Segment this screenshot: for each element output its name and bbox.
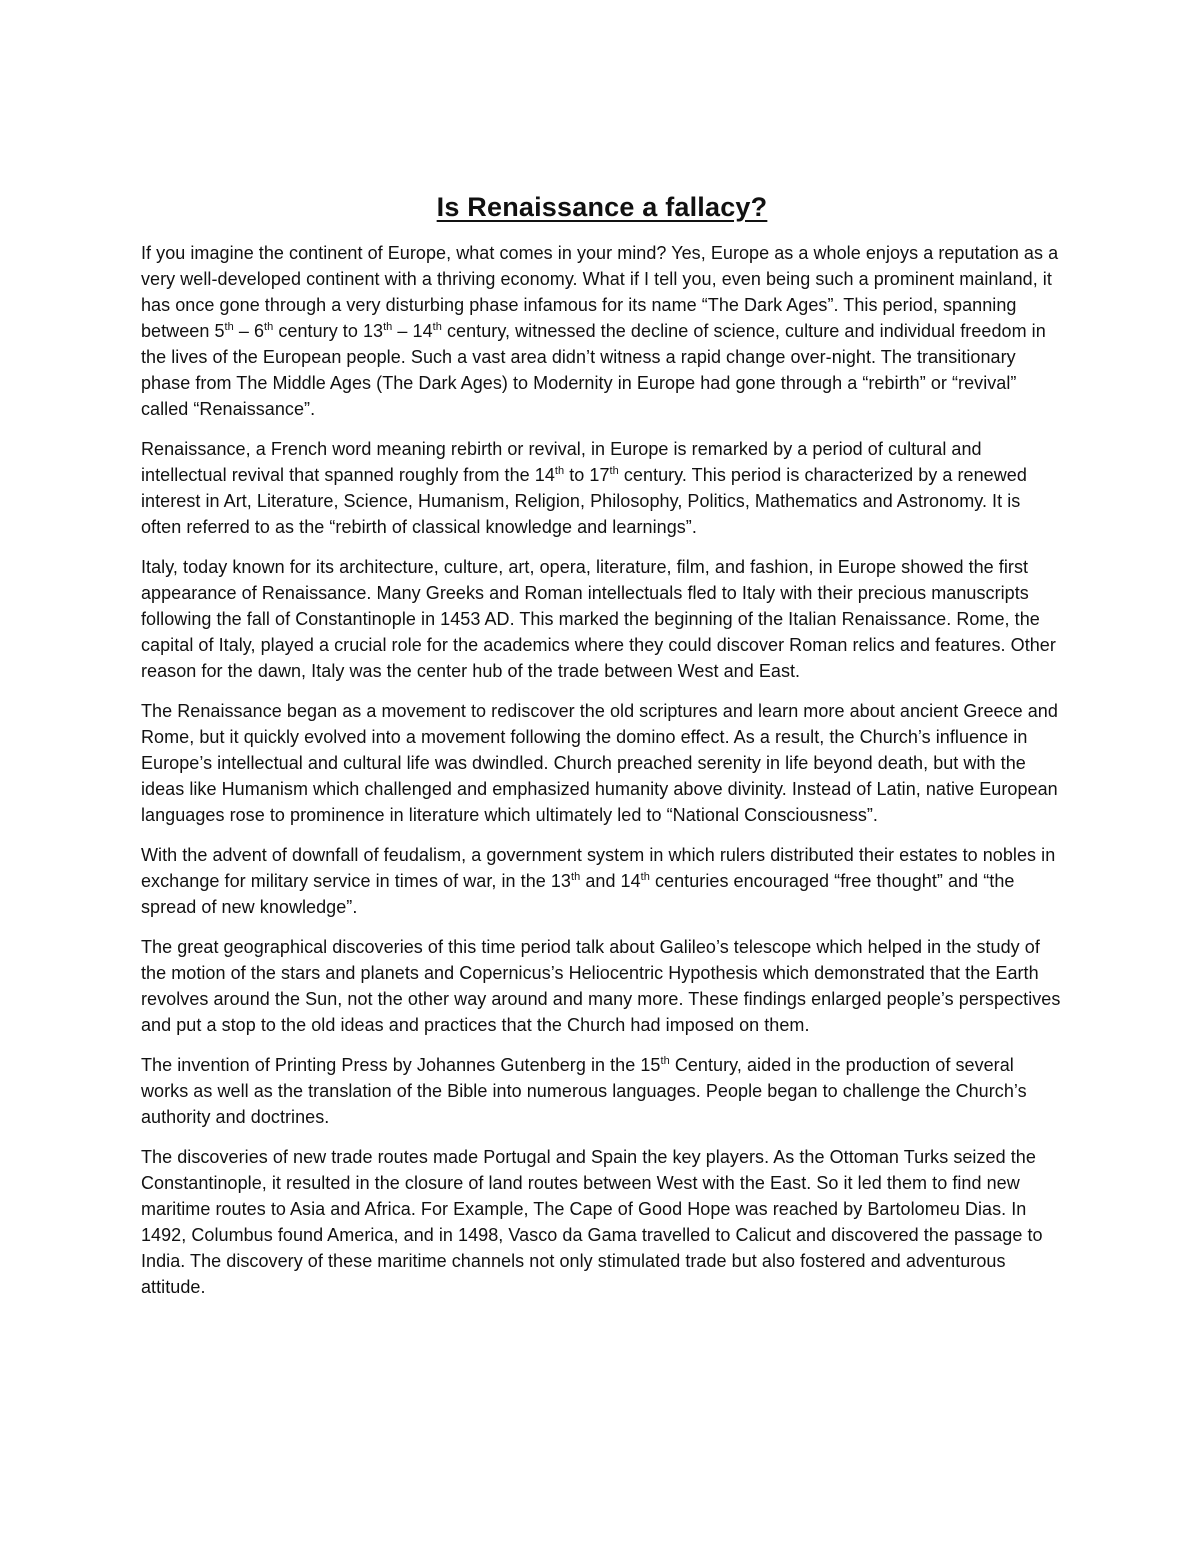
- document-title: Is Renaissance a fallacy?: [436, 192, 768, 222]
- text-run: Italy, today known for its architecture, culture, art, opera, literature, film, and fashion, in Europe showed the first appearance of Renaissance. Many Greeks and Roman intellectuals fled to Italy with their precious manuscripts following the fall of Constantinople in 1453 AD. This marked the beginning of the Italian Renaissance. Rome, the capital of Italy, played a crucial role for the academics where they could discover Roman relics and features. Other reason for the dawn, Italy was the center hub of the trade between West and East.: [141, 557, 1056, 681]
- superscript: th: [640, 871, 650, 883]
- text-run: The great geographical discoveries of this time period talk about Galileo’s telescope which helped in the study of the motion of the stars and planets and Copernicus’s Heliocentric Hypothesis which demonstrated that the Earth revolves around the Sun, not the other way around and many more. These findings enlarged people’s perspectives and put a stop to the old ideas and practices that the Church had imposed on them.: [141, 937, 1061, 1035]
- text-run: – 6: [233, 321, 265, 341]
- text-run: If you imagine the continent of Europe, what comes in your mind? Yes, Europe as a whole enjoys a reputation as a very well-developed continent with a thriving economy. What if I tell you, even being such a prominent mainland, it has once gone through a very disturbing phase infamous for its name “The Dark Ages”. This period, spanning between 5: [141, 243, 1059, 341]
- text-run: The discoveries of new trade routes made Portugal and Spain the key players. As the Ottoman Turks seized the Constantinople, it resulted in the closure of land routes between West with the East. So it led them to find new maritime routes to Asia and Africa. For Example, The Cape of Good Hope was reached by Bartolomeu Dias. In 1492, Columbus found America, and in 1498, Vasco da Gama travelled to Calicut and discovered the passage to India. The discovery of these maritime channels not only stimulated trade but also fostered and adventurous attitude.: [141, 1147, 1043, 1297]
- superscript: th: [224, 321, 234, 333]
- paragraph-trade-routes: [141, 1144, 1063, 1300]
- text-run: and 14: [580, 871, 641, 891]
- superscript: th: [432, 321, 442, 333]
- text-run: Renaissance, a French word meaning rebirth or revival, in Europe is remarked by a period of cultural and intellectual revival that spanned roughly from the 14: [141, 439, 982, 485]
- text-run: centuries encouraged “free thought” and “the spread of new knowledge”.: [141, 871, 1015, 917]
- text-run: century. This period is characterized by a renewed interest in Art, Literature, Science, Humanism, Religion, Philosophy, Politics, Mathematics and Astronomy. It is often referred to as the “rebirth of classical knowledge and learnings”.: [141, 465, 1027, 537]
- text-run: to 17: [564, 465, 610, 485]
- text-run: Century, aided in the production of several works as well as the translation of the Bible into numerous languages. People began to challenge the Church’s authority and doctrines.: [141, 1055, 1027, 1127]
- superscript: th: [570, 871, 581, 883]
- superscript: th: [660, 1055, 670, 1067]
- paragraph-movement: [141, 698, 1063, 828]
- document-body: [141, 190, 1063, 1314]
- paragraph-discoveries: [141, 934, 1063, 1038]
- paragraph-feudalism: [141, 842, 1063, 920]
- text-run: With the advent of downfall of feudalism, a government system in which rulers distributed their estates to nobles in exchange for military service in times of war, in the 13: [141, 845, 1056, 891]
- text-run: century to 13: [273, 321, 384, 341]
- paragraph-renaissance-definition: [141, 436, 1063, 540]
- paragraph-italy: [141, 554, 1063, 684]
- superscript: th: [383, 321, 393, 333]
- text-run: The Renaissance began as a movement to rediscover the old scriptures and learn more about ancient Greece and Rome, but it quickly evolved into a movement following the domino effect. As a result, the Church’s influence in Europe’s intellectual and cultural life was dwindled. Church preached serenity in life beyond death, but with the ideas like Humanism which challenged and emphasized humanity above divinity. Instead of Latin, native European languages rose to prominence in literature which ultimately led to “National Consciousness”.: [141, 701, 1058, 825]
- text-run: – 14: [392, 321, 433, 341]
- superscript: th: [554, 465, 565, 477]
- superscript: th: [264, 321, 274, 333]
- paragraph-dark-ages: [141, 240, 1063, 422]
- text-run: century, witnessed the decline of science, culture and individual freedom in the lives of the European people. Such a vast area didn’t witness a rapid change over-night. The transitionary phase from The Middle Ages (The Dark Ages) to Modernity in Europe had gone through a “rebirth” or “revival” called “Renaissance”.: [141, 321, 1046, 419]
- text-run: The invention of Printing Press by Johannes Gutenberg in the 15: [141, 1055, 661, 1075]
- superscript: th: [609, 465, 619, 477]
- paragraph-printing-press: [141, 1052, 1063, 1130]
